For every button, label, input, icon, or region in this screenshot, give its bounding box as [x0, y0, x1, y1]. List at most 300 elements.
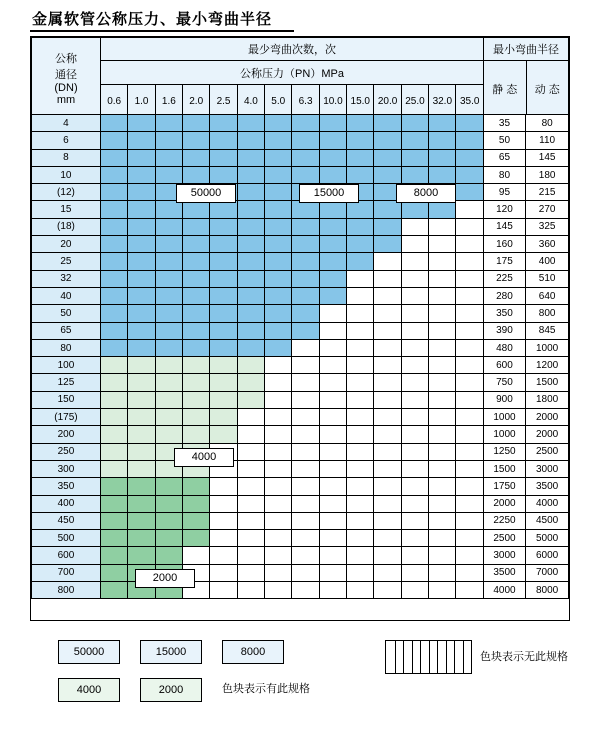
- spec-cell-r1-c8: [319, 132, 346, 149]
- spec-cell-r22-c0: [100, 495, 127, 512]
- dynamic-radius-value: 400: [526, 253, 569, 270]
- spec-cell-r15-c0: [100, 374, 127, 391]
- spec-cell-r8-c6: [264, 253, 291, 270]
- spec-cell-r15-c3: [182, 374, 209, 391]
- spec-cell-r20-c9: [346, 460, 373, 477]
- spec-cell-r11-c8: [319, 305, 346, 322]
- static-radius-value: 1250: [483, 443, 526, 460]
- legend: [30, 630, 570, 730]
- legend-box-4000: 4000: [58, 678, 120, 702]
- spec-cell-r13-c12: [429, 339, 456, 356]
- spec-cell-r0-c13: [456, 115, 483, 132]
- spec-cell-r0-c9: [346, 115, 373, 132]
- spec-cell-r1-c3: [182, 132, 209, 149]
- spec-cell-r8-c2: [155, 253, 182, 270]
- spec-cell-r10-c13: [456, 287, 483, 304]
- spec-cell-r18-c3: [182, 426, 209, 443]
- dn-value: 300: [32, 460, 101, 477]
- spec-cell-r22-c5: [237, 495, 264, 512]
- spec-cell-r25-c11: [401, 547, 428, 564]
- dynamic-radius-value: 4500: [526, 512, 569, 529]
- static-radius-value: 1000: [483, 409, 526, 426]
- spec-cell-r23-c10: [374, 512, 401, 529]
- spec-cell-r5-c2: [155, 201, 182, 218]
- spec-cell-r8-c7: [292, 253, 319, 270]
- spec-cell-r8-c13: [456, 253, 483, 270]
- spec-cell-r0-c12: [429, 115, 456, 132]
- spec-cell-r20-c8: [319, 460, 346, 477]
- spec-cell-r15-c1: [128, 374, 155, 391]
- table-row: [32, 132, 569, 149]
- dn-value: 32: [32, 270, 101, 287]
- spec-cell-r26-c12: [429, 564, 456, 581]
- dn-value: 6: [32, 132, 101, 149]
- spec-cell-r18-c2: [155, 426, 182, 443]
- spec-cell-r27-c4: [210, 582, 237, 599]
- static-radius-value: 3500: [483, 564, 526, 581]
- spec-cell-r19-c1: [128, 443, 155, 460]
- spec-cell-r17-c1: [128, 409, 155, 426]
- dn-header-cell: [32, 38, 101, 118]
- pressure-tick-9: 15.0: [347, 85, 374, 118]
- spec-cell-r27-c11: [401, 582, 428, 599]
- spec-cell-r8-c12: [429, 253, 456, 270]
- spec-cell-r11-c11: [401, 305, 428, 322]
- spec-cell-r12-c5: [237, 322, 264, 339]
- spec-cell-r7-c6: [264, 236, 291, 253]
- spec-cell-r25-c1: [128, 547, 155, 564]
- legend-box-50000: 50000: [58, 640, 120, 664]
- spec-cell-r7-c4: [210, 236, 237, 253]
- spec-cell-r22-c10: [374, 495, 401, 512]
- spec-cell-r23-c8: [319, 512, 346, 529]
- spec-cell-r8-c11: [401, 253, 428, 270]
- spec-cell-r24-c5: [237, 530, 264, 547]
- spec-cell-r5-c9: [346, 201, 373, 218]
- spec-cell-r15-c10: [374, 374, 401, 391]
- table-row: [32, 115, 569, 132]
- spec-cell-r16-c13: [456, 391, 483, 408]
- spec-cell-r16-c3: [182, 391, 209, 408]
- spec-cell-r5-c0: [100, 201, 127, 218]
- spec-cell-r12-c7: [292, 322, 319, 339]
- spec-cell-r12-c8: [319, 322, 346, 339]
- spec-cell-r10-c3: [182, 287, 209, 304]
- dn-header-line-3: (DN): [54, 81, 78, 94]
- spec-cell-r26-c8: [319, 564, 346, 581]
- dn-value: (175): [32, 409, 101, 426]
- hatch-line: [403, 641, 404, 673]
- spec-cell-r18-c9: [346, 426, 373, 443]
- spec-cell-r8-c0: [100, 253, 127, 270]
- dynamic-radius-value: 145: [526, 149, 569, 166]
- legend-box-2000: 2000: [140, 678, 202, 702]
- table-row: [32, 322, 569, 339]
- dynamic-radius-value: 325: [526, 218, 569, 235]
- spec-cell-r12-c9: [346, 322, 373, 339]
- static-radius-value: 900: [483, 391, 526, 408]
- spec-cell-r3-c6: [264, 166, 291, 183]
- spec-cell-r15-c13: [456, 374, 483, 391]
- spec-cell-r16-c9: [346, 391, 373, 408]
- spec-cell-r0-c5: [237, 115, 264, 132]
- spec-cell-r2-c8: [319, 149, 346, 166]
- spec-cell-r13-c11: [401, 339, 428, 356]
- legend-color-note: 色块表示有此规格: [222, 683, 310, 695]
- table-row: [32, 201, 569, 218]
- spec-cell-r17-c13: [456, 409, 483, 426]
- table-row: [32, 443, 569, 460]
- table-row: [32, 357, 569, 374]
- spec-cell-r10-c6: [264, 287, 291, 304]
- spec-cell-r22-c2: [155, 495, 182, 512]
- spec-cell-r21-c9: [346, 478, 373, 495]
- spec-cell-r5-c1: [128, 201, 155, 218]
- spec-cell-r8-c8: [319, 253, 346, 270]
- spec-cell-r7-c0: [100, 236, 127, 253]
- spec-cell-r18-c11: [401, 426, 428, 443]
- spec-cell-r25-c13: [456, 547, 483, 564]
- spec-cell-r11-c10: [374, 305, 401, 322]
- pressure-tick-6: 5.0: [265, 85, 292, 118]
- dn-header-line-1: 公称: [55, 52, 77, 65]
- spec-cell-r14-c1: [128, 357, 155, 374]
- spec-cell-r27-c0: [100, 582, 127, 599]
- table-row: [32, 564, 569, 581]
- spec-cell-r12-c12: [429, 322, 456, 339]
- static-radius-value: 35: [483, 115, 526, 132]
- spec-cell-r9-c4: [210, 270, 237, 287]
- spec-cell-r6-c0: [100, 218, 127, 235]
- spec-cell-r10-c8: [319, 287, 346, 304]
- spec-cell-r12-c10: [374, 322, 401, 339]
- spec-cell-r17-c10: [374, 409, 401, 426]
- spec-cell-r6-c5: [237, 218, 264, 235]
- spec-cell-r7-c7: [292, 236, 319, 253]
- pressure-tick-11: 25.0: [401, 85, 428, 118]
- spec-cell-r25-c0: [100, 547, 127, 564]
- spec-cell-r17-c7: [292, 409, 319, 426]
- spec-cell-r13-c2: [155, 339, 182, 356]
- spec-cell-r14-c7: [292, 357, 319, 374]
- spec-cell-r22-c8: [319, 495, 346, 512]
- spec-cell-r21-c12: [429, 478, 456, 495]
- spec-cell-r25-c8: [319, 547, 346, 564]
- pressure-tick-8: 10.0: [319, 85, 346, 118]
- spec-cell-r2-c6: [264, 149, 291, 166]
- spec-cell-r8-c9: [346, 253, 373, 270]
- spec-cell-r10-c7: [292, 287, 319, 304]
- spec-cell-r23-c6: [264, 512, 291, 529]
- dynamic-radius-value: 640: [526, 287, 569, 304]
- pressure-tick-7: 6.3: [292, 85, 319, 118]
- spec-cell-r3-c7: [292, 166, 319, 183]
- pressure-tick-12: 32.0: [429, 85, 456, 118]
- spec-cell-r21-c1: [128, 478, 155, 495]
- spec-cell-r27-c8: [319, 582, 346, 599]
- dn-value: 250: [32, 443, 101, 460]
- static-radius-value: 120: [483, 201, 526, 218]
- spec-cell-r2-c9: [346, 149, 373, 166]
- table-row: [32, 305, 569, 322]
- spec-cell-r12-c4: [210, 322, 237, 339]
- spec-cell-r27-c12: [429, 582, 456, 599]
- spec-cell-r27-c5: [237, 582, 264, 599]
- spec-cell-r5-c12: [429, 201, 456, 218]
- spec-cell-r10-c12: [429, 287, 456, 304]
- spec-cell-r24-c7: [292, 530, 319, 547]
- spec-cell-r1-c13: [456, 132, 483, 149]
- spec-cell-r26-c13: [456, 564, 483, 581]
- spec-cell-r16-c2: [155, 391, 182, 408]
- spec-cell-r22-c3: [182, 495, 209, 512]
- spec-cell-r11-c2: [155, 305, 182, 322]
- spec-cell-r17-c8: [319, 409, 346, 426]
- dynamic-radius-value: 270: [526, 201, 569, 218]
- spec-cell-r17-c0: [100, 409, 127, 426]
- legend-hatch-swatch: [385, 640, 472, 674]
- static-radius-value: 2250: [483, 512, 526, 529]
- spec-cell-r13-c5: [237, 339, 264, 356]
- table-row: [32, 339, 569, 356]
- spec-cell-r2-c0: [100, 149, 127, 166]
- spec-cell-r6-c10: [374, 218, 401, 235]
- spec-cell-r11-c1: [128, 305, 155, 322]
- dn-value: 100: [32, 357, 101, 374]
- dn-value: (18): [32, 218, 101, 235]
- spec-cell-r19-c7: [292, 443, 319, 460]
- spec-cell-r20-c7: [292, 460, 319, 477]
- spec-cell-r8-c10: [374, 253, 401, 270]
- table-row: [32, 270, 569, 287]
- spec-cell-r7-c13: [456, 236, 483, 253]
- dn-value: 15: [32, 201, 101, 218]
- dynamic-radius-value: 4000: [526, 495, 569, 512]
- spec-cell-r11-c4: [210, 305, 237, 322]
- spec-cell-r7-c9: [346, 236, 373, 253]
- static-radius-value: 750: [483, 374, 526, 391]
- dynamic-radius-value: 7000: [526, 564, 569, 581]
- spec-cell-r3-c9: [346, 166, 373, 183]
- spec-cell-r26-c0: [100, 564, 127, 581]
- spec-cell-r19-c6: [264, 443, 291, 460]
- spec-cell-r27-c10: [374, 582, 401, 599]
- spec-cell-r6-c2: [155, 218, 182, 235]
- spec-cell-r13-c13: [456, 339, 483, 356]
- dn-header-line-2: 通径: [55, 68, 77, 81]
- spec-cell-r18-c1: [128, 426, 155, 443]
- spec-cell-r19-c8: [319, 443, 346, 460]
- dn-value: 200: [32, 426, 101, 443]
- spec-cell-r1-c5: [237, 132, 264, 149]
- spec-cell-r13-c8: [319, 339, 346, 356]
- spec-cell-r26-c6: [264, 564, 291, 581]
- spec-cell-r14-c2: [155, 357, 182, 374]
- spec-cell-r12-c11: [401, 322, 428, 339]
- spec-cell-r20-c10: [374, 460, 401, 477]
- spec-cell-r7-c3: [182, 236, 209, 253]
- dynamic-radius-value: 2500: [526, 443, 569, 460]
- spec-cell-r21-c13: [456, 478, 483, 495]
- spec-cell-r3-c13: [456, 166, 483, 183]
- spec-cell-r24-c9: [346, 530, 373, 547]
- spec-cell-r5-c13: [456, 201, 483, 218]
- static-radius-value: 350: [483, 305, 526, 322]
- spec-cell-r20-c13: [456, 460, 483, 477]
- spec-cell-r0-c1: [128, 115, 155, 132]
- spec-cell-r14-c11: [401, 357, 428, 374]
- spec-cell-r18-c10: [374, 426, 401, 443]
- static-radius-value: 390: [483, 322, 526, 339]
- dn-value: 600: [32, 547, 101, 564]
- spec-cell-r12-c3: [182, 322, 209, 339]
- dn-value: 500: [32, 530, 101, 547]
- spec-cell-r23-c4: [210, 512, 237, 529]
- spec-cell-r2-c7: [292, 149, 319, 166]
- spec-cell-r23-c5: [237, 512, 264, 529]
- spec-cell-r22-c7: [292, 495, 319, 512]
- spec-cell-r21-c11: [401, 478, 428, 495]
- dn-value: 10: [32, 166, 101, 183]
- spec-cell-r11-c12: [429, 305, 456, 322]
- hatch-line: [412, 641, 413, 673]
- spec-cell-r6-c9: [346, 218, 373, 235]
- pressure-tick-1: 1.0: [128, 85, 155, 118]
- spec-cell-r4-c13: [456, 184, 483, 201]
- pressure-tick-10: 20.0: [374, 85, 401, 118]
- table-row: [32, 236, 569, 253]
- spec-cell-r6-c11: [401, 218, 428, 235]
- spec-cell-r14-c12: [429, 357, 456, 374]
- spec-cell-r20-c12: [429, 460, 456, 477]
- spec-cell-r16-c11: [401, 391, 428, 408]
- spec-cell-r18-c7: [292, 426, 319, 443]
- pressure-tick-4: 2.5: [210, 85, 237, 118]
- spec-cell-r9-c12: [429, 270, 456, 287]
- dynamic-radius-value: 510: [526, 270, 569, 287]
- table-row: [32, 530, 569, 547]
- spec-cell-r5-c11: [401, 201, 428, 218]
- spec-cell-r0-c6: [264, 115, 291, 132]
- dynamic-radius-value: 6000: [526, 547, 569, 564]
- dn-header-line-4: mm: [56, 93, 76, 106]
- hatch-line: [437, 641, 438, 673]
- spec-cell-r25-c9: [346, 547, 373, 564]
- spec-cell-r16-c7: [292, 391, 319, 408]
- spec-cell-r3-c5: [237, 166, 264, 183]
- legend-box-15000: 15000: [140, 640, 202, 664]
- spec-cell-r3-c12: [429, 166, 456, 183]
- spec-cell-r21-c4: [210, 478, 237, 495]
- spec-cell-r14-c13: [456, 357, 483, 374]
- spec-cell-r6-c13: [456, 218, 483, 235]
- spec-cell-r24-c6: [264, 530, 291, 547]
- dn-value: 700: [32, 564, 101, 581]
- dn-value: 4: [32, 115, 101, 132]
- spec-cell-r25-c5: [237, 547, 264, 564]
- spec-cell-r21-c5: [237, 478, 264, 495]
- spec-cell-r7-c11: [401, 236, 428, 253]
- spec-cell-r26-c5: [237, 564, 264, 581]
- spec-cell-r2-c10: [374, 149, 401, 166]
- spec-cell-r9-c9: [346, 270, 373, 287]
- spec-cell-r11-c9: [346, 305, 373, 322]
- spec-cell-r4-c5: [237, 184, 264, 201]
- spec-cell-r15-c9: [346, 374, 373, 391]
- spec-cell-r9-c3: [182, 270, 209, 287]
- spec-cell-r17-c2: [155, 409, 182, 426]
- spec-cell-r7-c12: [429, 236, 456, 253]
- dynamic-radius-value: 800: [526, 305, 569, 322]
- spec-cell-r16-c10: [374, 391, 401, 408]
- dynamic-radius-value: 5000: [526, 530, 569, 547]
- spec-cell-r18-c12: [429, 426, 456, 443]
- table-header: [31, 37, 569, 118]
- spec-cell-r14-c8: [319, 357, 346, 374]
- pressure-tick-5: 4.0: [237, 85, 264, 118]
- dn-value: 350: [32, 478, 101, 495]
- spec-cell-r1-c4: [210, 132, 237, 149]
- spec-cell-r22-c9: [346, 495, 373, 512]
- dn-value: 50: [32, 305, 101, 322]
- spec-cell-r14-c4: [210, 357, 237, 374]
- spec-cell-r26-c7: [292, 564, 319, 581]
- spec-cell-r11-c7: [292, 305, 319, 322]
- spec-cell-r15-c8: [319, 374, 346, 391]
- spec-cell-r21-c10: [374, 478, 401, 495]
- hatch-line: [454, 641, 455, 673]
- spec-cell-r12-c0: [100, 322, 127, 339]
- spec-cell-r23-c3: [182, 512, 209, 529]
- legend-box-8000: 8000: [222, 640, 284, 664]
- spec-cell-r5-c7: [292, 201, 319, 218]
- spec-cell-r17-c11: [401, 409, 428, 426]
- spec-cell-r11-c5: [237, 305, 264, 322]
- spec-cell-r20-c11: [401, 460, 428, 477]
- dn-value: 800: [32, 582, 101, 599]
- table-row: [32, 460, 569, 477]
- static-radius-value: 2000: [483, 495, 526, 512]
- callout-8000: 8000: [396, 184, 456, 203]
- spec-cell-r10-c9: [346, 287, 373, 304]
- table-row: [32, 512, 569, 529]
- table-row: [32, 149, 569, 166]
- spec-cell-r15-c4: [210, 374, 237, 391]
- dynamic-radius-value: 3500: [526, 478, 569, 495]
- spec-cell-r16-c4: [210, 391, 237, 408]
- spec-cell-r18-c4: [210, 426, 237, 443]
- dn-value: 400: [32, 495, 101, 512]
- dynamic-radius-value: 1200: [526, 357, 569, 374]
- pressure-tick-3: 2.0: [183, 85, 210, 118]
- spec-cell-r9-c2: [155, 270, 182, 287]
- spec-cell-r26-c10: [374, 564, 401, 581]
- table-row: [32, 409, 569, 426]
- table-row: [32, 582, 569, 599]
- spec-cell-r5-c3: [182, 201, 209, 218]
- spec-cell-r16-c0: [100, 391, 127, 408]
- title-underline: [30, 30, 294, 32]
- table-row: [32, 218, 569, 235]
- pressure-header: 公称压力（PN）MPa: [101, 61, 484, 85]
- spec-cell-r18-c6: [264, 426, 291, 443]
- spec-cell-r1-c1: [128, 132, 155, 149]
- spec-cell-r20-c5: [237, 460, 264, 477]
- spec-cell-r14-c0: [100, 357, 127, 374]
- spec-cell-r7-c8: [319, 236, 346, 253]
- spec-cell-r5-c10: [374, 201, 401, 218]
- spec-cell-r2-c13: [456, 149, 483, 166]
